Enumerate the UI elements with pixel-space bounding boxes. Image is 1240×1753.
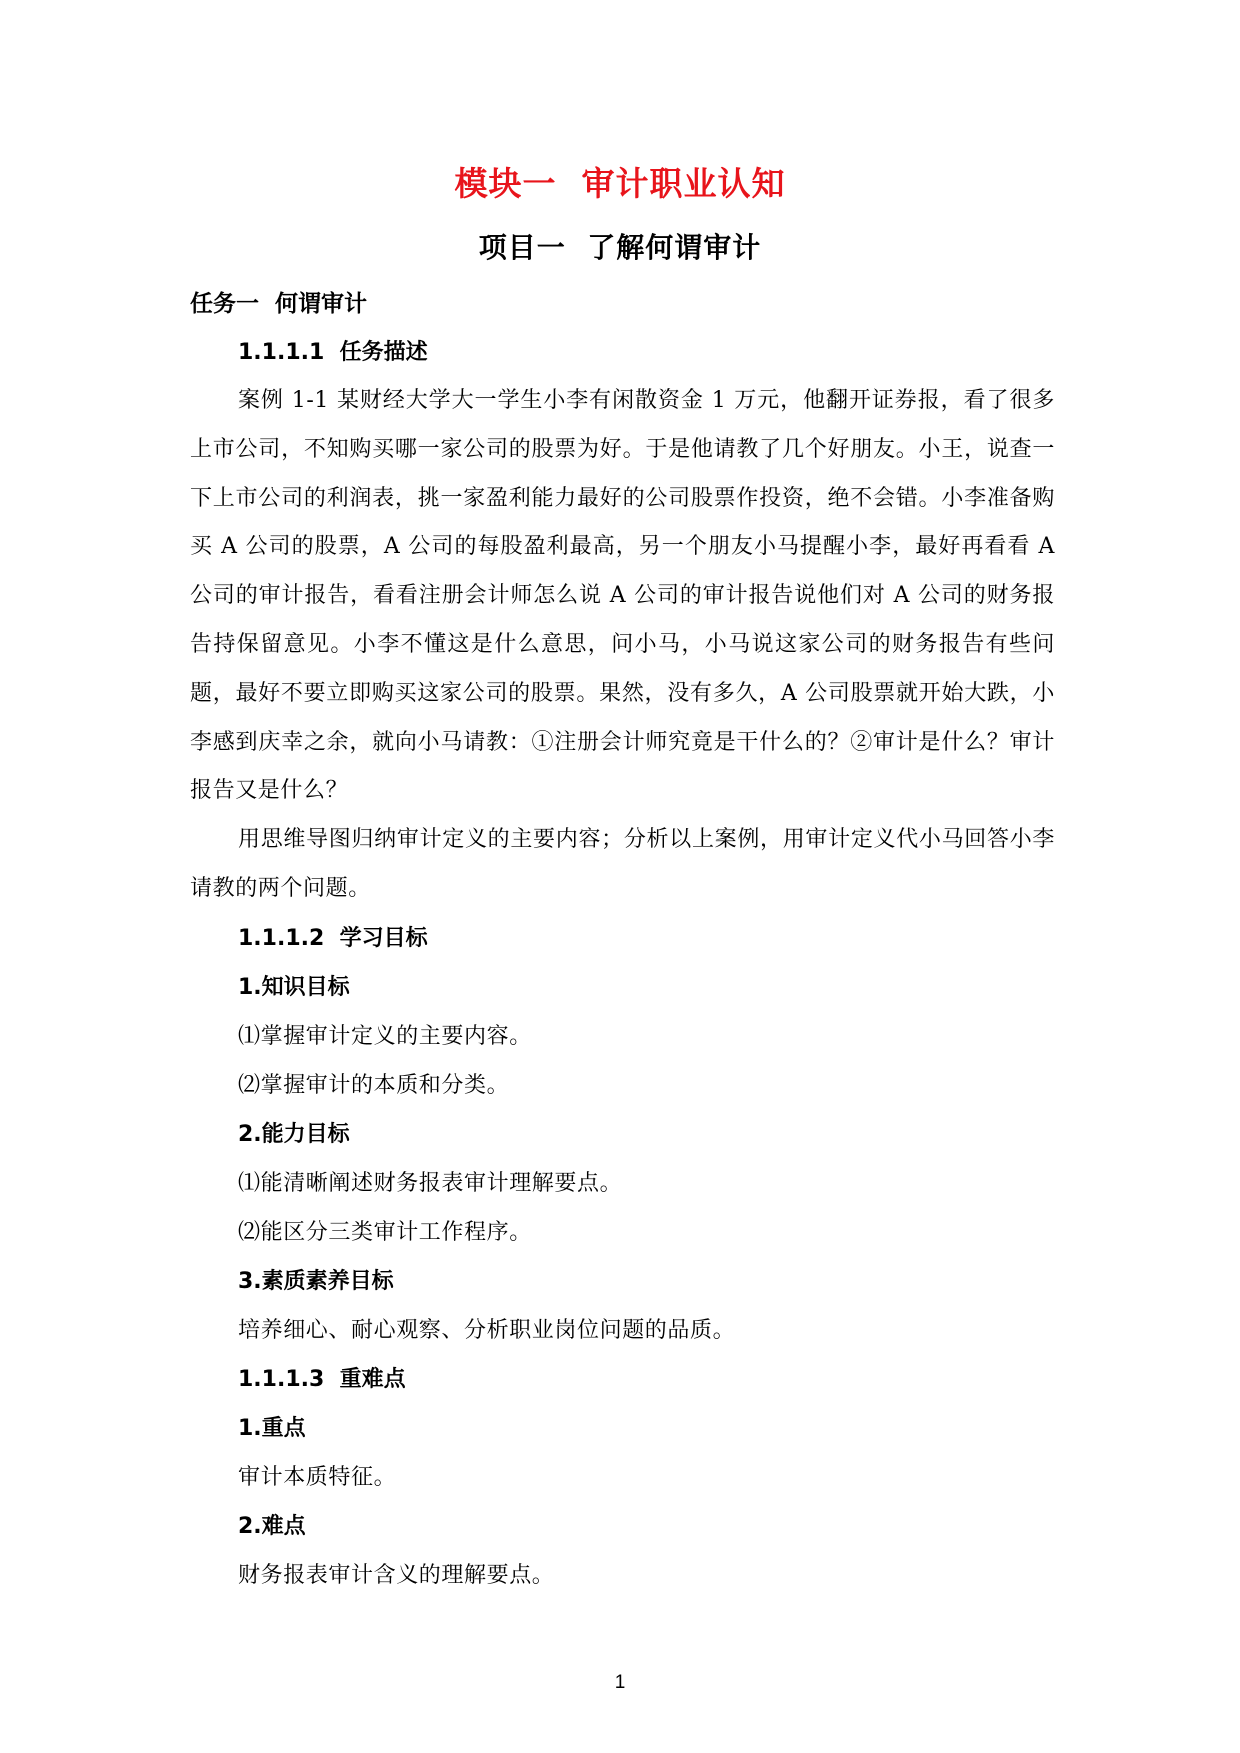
- knowledge-objectives-heading: 1.知识目标: [238, 974, 350, 1000]
- list-item: ⑵掌握审计的本质和分类。: [238, 1072, 510, 1098]
- case-paragraph: 案例 1-1 某财经大学大一学生小李有闲散资金 1 万元，他翻开证券报，看了很多上市公司，不知购买哪一家公司的股票为好。于是他请教了几个好朋友。小王，说查一下上市公司的利润表，挑一家盈利能力最好的公司股票作投资，绝不会错。小李准备购买 A 公司的股票，A 公司的每股盈利最高，另一个朋友小马提醒小李，最好再看看 A 公司的审计报告，看看注册会计师怎么说 A 公司的审计报告说他们对 A 公司的财务报告持保留意见。小李不懂这是什么意思，问小马，小马说这家公司的财务报告有些问题，最好不要立即购买这家公司的股票。果然，没有多久，A 公司股票就开始大跌，小李感到庆幸之余，就向小马请教：①注册会计师究竟是干什么的？②审计是什么？审计报告又是什么？: [190, 388, 1055, 804]
- list-item: ⑴掌握审计定义的主要内容。: [238, 1023, 532, 1049]
- list-item: 培养细心、耐心观察、分析职业岗位问题的品质。: [238, 1317, 736, 1343]
- difficult-point-heading: 2.难点: [238, 1513, 306, 1539]
- section-heading-key-difficult-points: 1.1.1.3 重难点: [238, 1366, 406, 1392]
- difficult-point-text: 财务报表审计含义的理解要点。: [238, 1562, 555, 1588]
- key-point-heading: 1.重点: [238, 1415, 306, 1441]
- list-item: ⑵能区分三类审计工作程序。: [238, 1219, 532, 1245]
- quality-objectives-heading: 3.素质素养目标: [238, 1268, 394, 1294]
- document-body: [190, 280, 1055, 1600]
- task-heading: 任务一 何谓审计: [190, 291, 368, 317]
- key-point-text: 审计本质特征。: [238, 1464, 397, 1490]
- project-title: 项目一 了解何谓审计: [478, 231, 762, 264]
- list-item: ⑴能清晰阐述财务报表审计理解要点。: [238, 1170, 623, 1196]
- task-paragraph: 用思维导图归纳审计定义的主要内容；分析以上案例，用审计定义代小马回答小李请教的两个问题。: [190, 827, 1055, 901]
- section-heading-learning-objectives: 1.1.1.2 学习目标: [238, 925, 428, 951]
- section-heading-task-description: 1.1.1.1 任务描述: [238, 340, 428, 365]
- page-number: 1: [614, 1672, 626, 1693]
- ability-objectives-heading: 2.能力目标: [238, 1121, 350, 1147]
- module-title: 模块一 审计职业认知: [454, 164, 786, 203]
